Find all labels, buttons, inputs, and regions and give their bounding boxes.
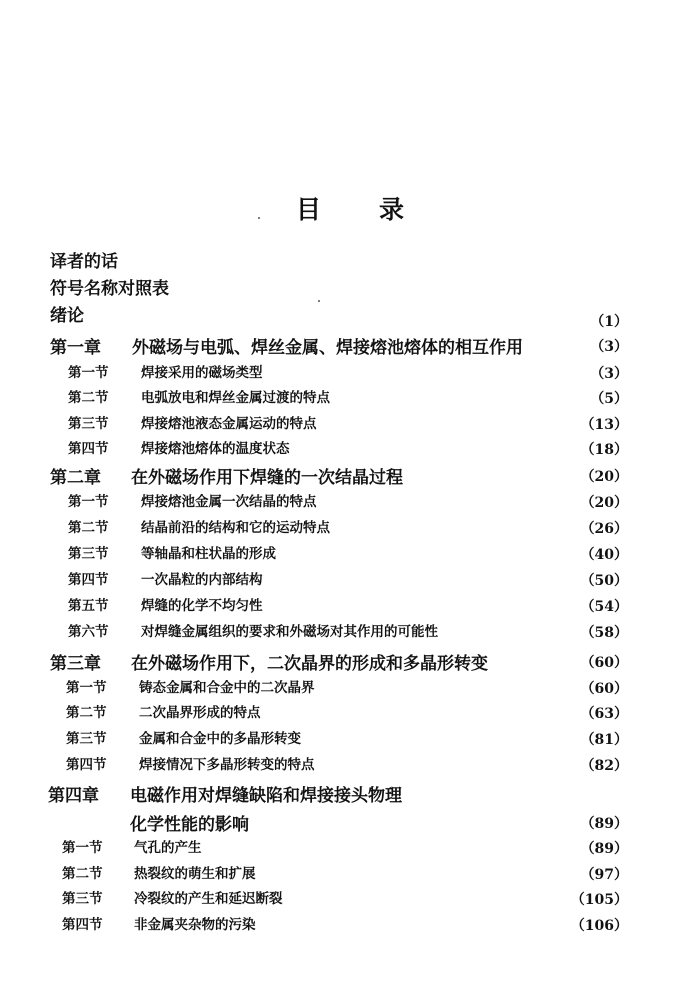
section-title: 焊接熔池熔体的温度状态: [141, 441, 290, 457]
section-number: 第三节: [68, 416, 109, 432]
section-number: 第二节: [62, 866, 103, 882]
page-number: （13）: [580, 417, 628, 433]
front-matter-translator-note: 译者的话: [50, 252, 118, 272]
toc-section-row: [0, 542, 700, 566]
chapter-title: 电磁作用对焊缝缺陷和焊接接头物理: [130, 786, 402, 806]
section-number: 第五节: [68, 598, 109, 614]
page-number: （40）: [580, 547, 628, 563]
section-title: 等轴晶和柱状晶的形成: [141, 546, 276, 562]
section-title: 热裂纹的萌生和扩展: [134, 866, 256, 882]
section-title: 铸态金属和合金中的二次晶界: [139, 680, 315, 696]
section-number: 第三节: [66, 731, 107, 747]
page-number: （3）: [590, 366, 628, 382]
page-number: （60）: [580, 681, 628, 697]
page-number: （50）: [580, 573, 628, 589]
toc-section-row: [0, 887, 700, 911]
page-number: （105）: [570, 892, 628, 908]
page-number: （3）: [590, 339, 628, 355]
section-title: 二次晶界形成的特点: [139, 705, 261, 721]
toc-chapter-row: [0, 333, 700, 357]
section-number: 第二节: [68, 390, 109, 406]
section-number: 第二节: [66, 705, 107, 721]
toc-section-row: [0, 862, 700, 886]
chapter-number: 第三章: [50, 654, 101, 674]
page-number: （82）: [580, 758, 628, 774]
section-number: 第四节: [66, 757, 107, 773]
toc-section-row: [0, 490, 700, 514]
section-number: 第一节: [68, 494, 109, 510]
front-matter-symbol-table: 符号名称对照表: [50, 279, 169, 299]
intro-page-number: （1）: [590, 314, 628, 330]
toc-section-row: [0, 701, 700, 725]
toc-section-row: [0, 836, 700, 860]
section-number: 第三节: [62, 891, 103, 907]
chapter-title: 在外磁场作用下焊缝的一次结晶过程: [131, 468, 403, 488]
page-number: （58）: [580, 625, 628, 641]
chapter-number: 第四章: [48, 786, 99, 806]
title-char-2: 录: [379, 195, 405, 224]
section-number: 第一节: [66, 680, 107, 696]
toc-section-row: [0, 913, 700, 937]
page-number: （89）: [580, 816, 628, 832]
section-title: 对焊缝金属组织的要求和外磁场对其作用的可能性: [141, 624, 438, 640]
title-char-1: 目: [295, 195, 321, 224]
section-title: 焊缝的化学不均匀性: [141, 598, 263, 614]
page-number: （106）: [570, 918, 628, 934]
section-number: 第六节: [68, 624, 109, 640]
page-number: （20）: [580, 469, 628, 485]
page-number: （54）: [580, 599, 628, 615]
toc-section-row: [0, 437, 700, 461]
section-number: 第四节: [68, 572, 109, 588]
section-title: 结晶前沿的结构和它的运动特点: [141, 520, 330, 536]
toc-chapter-row: [0, 781, 700, 805]
section-title: 焊接熔池金属一次结晶的特点: [141, 494, 317, 510]
section-title: 一次晶粒的内部结构: [141, 572, 263, 588]
section-number: 第一节: [62, 840, 103, 856]
section-number: 第三节: [68, 546, 109, 562]
section-title: 金属和合金中的多晶形转变: [139, 731, 301, 747]
page-number: （63）: [580, 706, 628, 722]
front-matter-introduction: 绪论: [50, 306, 84, 326]
toc-section-row: [0, 620, 700, 644]
toc-chapter-row: [0, 649, 700, 673]
toc-section-row: [0, 594, 700, 618]
section-number: 第四节: [68, 441, 109, 457]
toc-section-row: [0, 361, 700, 385]
toc-chapter-row: [0, 810, 700, 834]
toc-section-row: [0, 568, 700, 592]
page-number: （18）: [580, 442, 628, 458]
toc-section-row: [0, 676, 700, 700]
toc-section-row: [0, 516, 700, 540]
chapter-title: 外磁场与电弧、焊丝金属、焊接熔池熔体的相互作用: [132, 338, 523, 358]
intro-row: [0, 311, 700, 335]
speck: [258, 217, 260, 219]
toc-section-row: [0, 412, 700, 436]
section-title: 焊接采用的磁场类型: [141, 365, 263, 381]
chapter-title: 化学性能的影响: [130, 815, 249, 835]
chapter-title: 在外磁场作用下，二次晶界的形成和多晶形转变: [131, 654, 488, 674]
toc-section-row: [0, 727, 700, 751]
section-title: 焊接熔池液态金属运动的特点: [141, 416, 317, 432]
toc-section-row: [0, 753, 700, 777]
page-number: （60）: [580, 655, 628, 671]
speck: [318, 300, 320, 302]
toc-section-row: [0, 386, 700, 410]
section-number: 第四节: [62, 917, 103, 933]
page-number: （26）: [580, 521, 628, 537]
page-title: [0, 190, 700, 226]
section-title: 非金属夹杂物的污染: [134, 917, 256, 933]
section-number: 第二节: [68, 520, 109, 536]
section-title: 电弧放电和焊丝金属过渡的特点: [141, 390, 330, 406]
page-number: （89）: [580, 841, 628, 857]
page-number: （97）: [580, 867, 628, 883]
section-title: 气孔的产生: [134, 840, 202, 856]
section-title: 焊接情况下多晶形转变的特点: [139, 757, 315, 773]
toc-chapter-row: [0, 463, 700, 487]
page-number: （81）: [580, 732, 628, 748]
chapter-number: 第二章: [50, 468, 101, 488]
section-title: 冷裂纹的产生和延迟断裂: [134, 891, 283, 907]
chapter-number: 第一章: [50, 338, 101, 358]
section-number: 第一节: [68, 365, 109, 381]
page-number: （20）: [580, 495, 628, 511]
page-number: （5）: [590, 391, 628, 407]
